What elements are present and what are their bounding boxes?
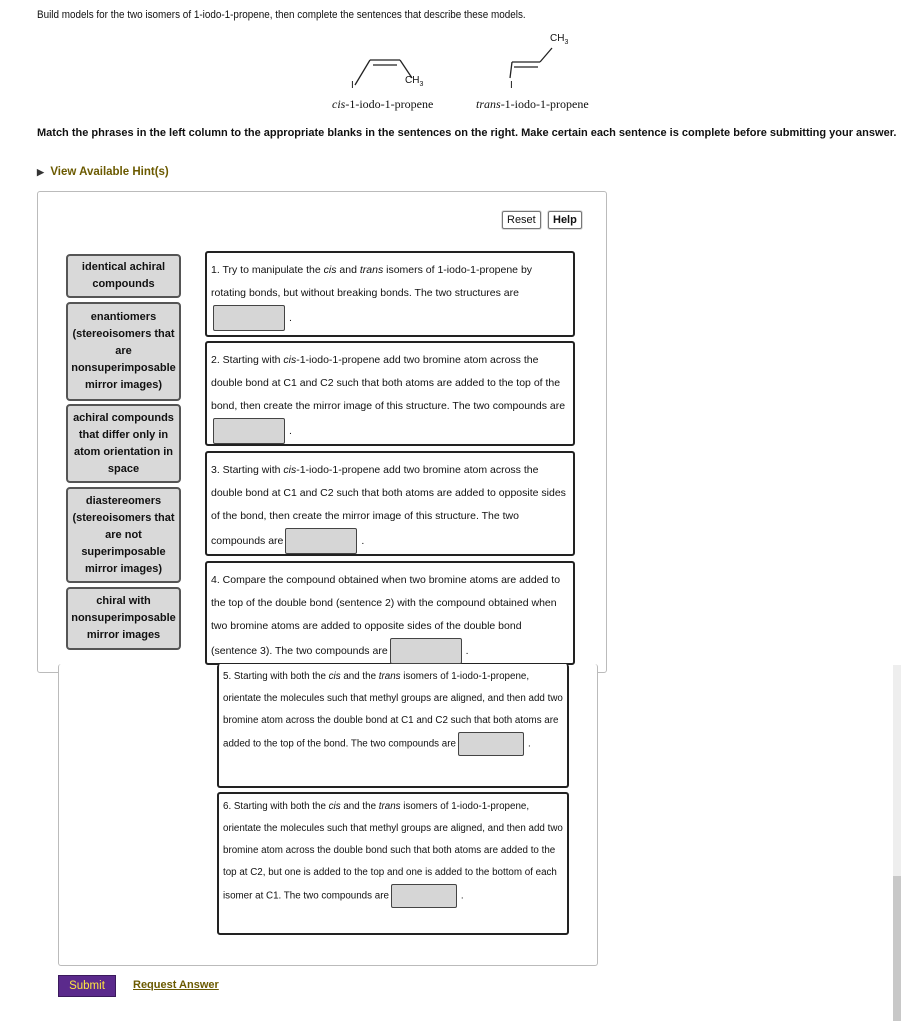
instructions: Match the phrases in the left column to the appropriate blanks in the sentences on the right. Make certain each sentence is complete before submitting your answer. [37,127,897,139]
trans-caption: trans-1-iodo-1-propene [476,97,589,111]
phrase-chip[interactable]: achiral compounds that differ only in atom orientation in space [66,404,181,483]
sentence-6: 6. Starting with both the cis and the trans isomers of 1-iodo-1-propene, orientate the molecules such that methyl groups are aligned, and then add two bromine atom across the double bond such that both atoms are added to the top at C2, but one is added to the top and one is added to the bottom of each isomer at C1. The two compounds are . [217,792,569,935]
trans-methyl-label: $CH_3$ [550,33,569,46]
submit-button[interactable]: Submit [58,975,116,997]
drop-target[interactable] [285,528,357,554]
sentence-2: 2. Starting with cis-1-iodo-1-propene add two bromine atom across the double bond at C1 and C2 such that both atoms are added to the top of the bond, then create the mirror image of this structure. The two compounds are. [205,341,575,446]
sentence-1: 1. Try to manipulate the cis and trans isomers of 1-iodo-1-propene by rotating bonds, but without breaking bonds. The two structures are . [205,251,575,337]
cis-methyl-label: $CH_3$ [405,75,424,88]
reset-button[interactable]: Reset [502,211,541,229]
caret-right-icon: ▶ [37,167,44,177]
drop-target[interactable] [213,305,285,331]
phrase-chip[interactable]: identical achiral compounds [66,254,181,298]
drop-target[interactable] [391,884,457,908]
cis-iodine-label: I [351,80,354,91]
sentence-4: 4. Compare the compound obtained when two bromine atoms are added to the top of the double bond (sentence 2) with the compound obtained when two bromine atoms are added to opposite sides of the double bond (sentence 3). The two compounds are . [205,561,575,665]
drop-target[interactable] [390,638,462,664]
request-answer-link[interactable]: Request Answer [133,979,219,991]
scrollbar-thumb[interactable] [893,876,901,1021]
sentence-5: 5. Starting with both the cis and the trans isomers of 1-iodo-1-propene, orientate the molecules such that methyl groups are aligned, and then add two bromine atom across the double bond at C1 and C2 such that both atoms are added to the top of the bond. The two compounds are . [217,664,569,788]
intro-text: Build models for the two isomers of 1-iodo-1-propene, then complete the sentences that describe these models. [37,9,526,21]
cis-caption: cis-1-iodo-1-propene [332,97,434,111]
view-hints-link[interactable]: ▶ View Available Hint(s) [37,166,169,178]
phrase-chip[interactable]: enantiomers (stereoisomers that are nonsuperimposable mirror images) [66,302,181,401]
drop-target[interactable] [458,732,524,756]
cis-structure-icon [355,60,412,85]
trans-iodine-label: I [510,80,513,91]
phrase-chip[interactable]: diastereomers (stereoisomers that are not superimposable mirror images) [66,487,181,583]
trans-structure-icon [510,48,552,78]
sentence-3: 3. Starting with cis-1-iodo-1-propene add two bromine atom across the double bond at C1 and C2 such that both atoms are added to opposite sides of the bond, then create the mirror image of this structure. The two compounds are . [205,451,575,556]
drop-target[interactable] [213,418,285,444]
help-button[interactable]: Help [548,211,582,229]
phrase-chip[interactable]: chiral with nonsuperimposable mirror images [66,587,181,650]
